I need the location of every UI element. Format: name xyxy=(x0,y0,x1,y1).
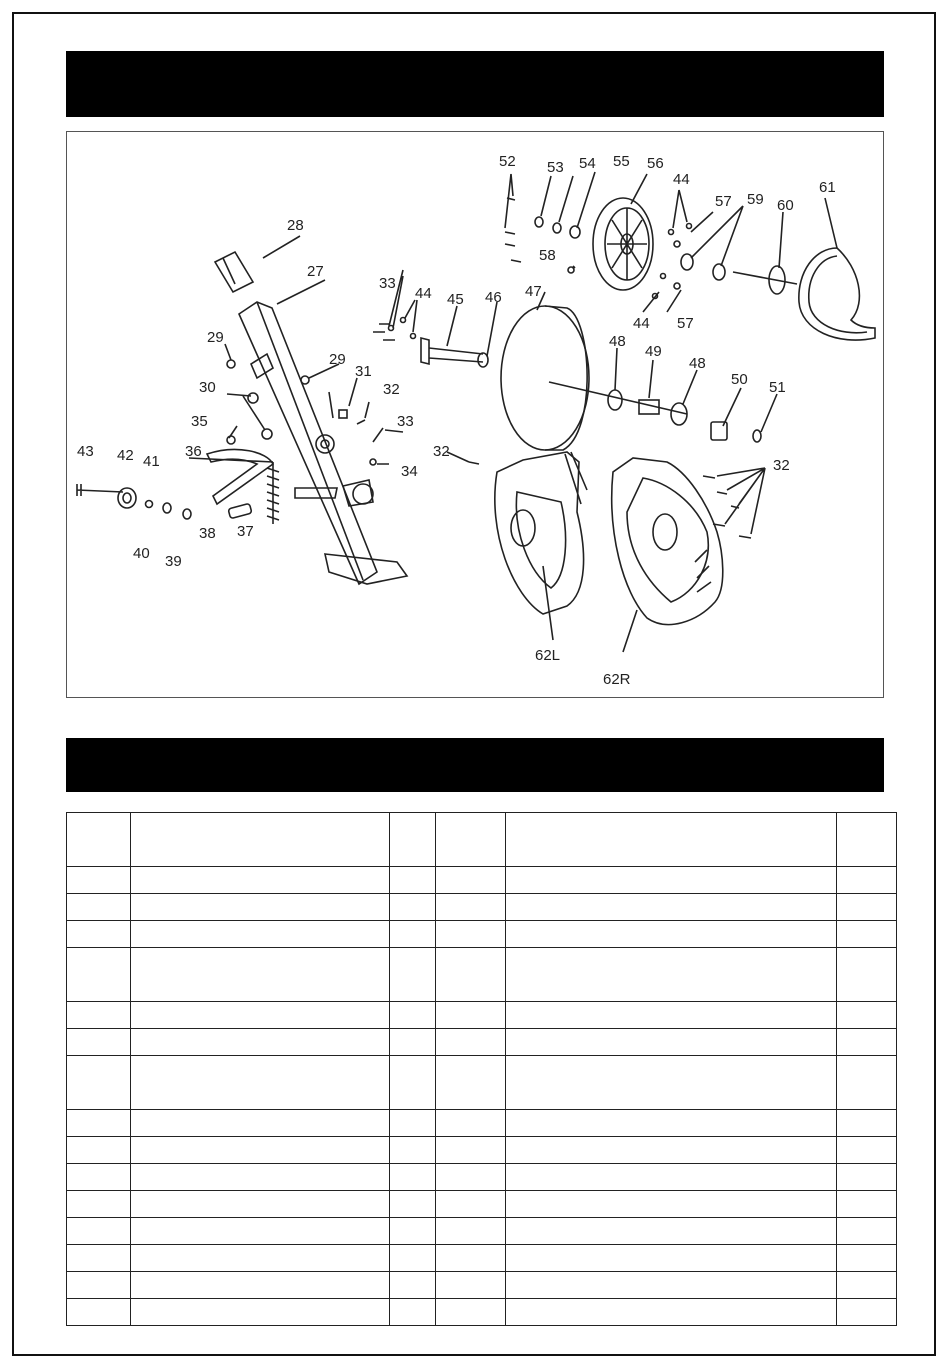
table-cell xyxy=(436,1299,506,1326)
table-cell xyxy=(390,1245,436,1272)
table-cell xyxy=(436,1056,506,1110)
table-cell xyxy=(837,1299,897,1326)
callout-label: 29 xyxy=(207,329,224,346)
callout-label: 62R xyxy=(603,671,631,688)
pivot-boss xyxy=(316,435,334,453)
callout-label: 55 xyxy=(613,153,630,170)
crank-shaft xyxy=(733,272,797,284)
callout-label: 29 xyxy=(329,351,346,368)
axle-45 xyxy=(421,338,483,364)
table-cell xyxy=(506,1137,837,1164)
table-cell xyxy=(506,867,837,894)
table-cell xyxy=(837,813,897,867)
table-cell xyxy=(131,1002,390,1029)
title-bar xyxy=(66,51,884,117)
table-cell xyxy=(837,1002,897,1029)
belt-61 xyxy=(799,248,875,340)
table-cell xyxy=(67,1272,131,1299)
table-cell xyxy=(837,1110,897,1137)
table-cell xyxy=(436,1002,506,1029)
table-cell xyxy=(67,894,131,921)
table-cell xyxy=(131,867,390,894)
callout-label: 45 xyxy=(447,291,464,308)
callout-label: 48 xyxy=(689,355,706,372)
table-cell xyxy=(837,867,897,894)
table-row xyxy=(67,1191,897,1218)
table-row xyxy=(67,867,897,894)
table-cell xyxy=(837,1164,897,1191)
table-cell xyxy=(131,948,390,1002)
table-cell xyxy=(436,1191,506,1218)
table-cell xyxy=(131,1164,390,1191)
table-row xyxy=(67,1164,897,1191)
table-row xyxy=(67,948,897,1002)
callout-label: 39 xyxy=(165,553,182,570)
table-row xyxy=(67,921,897,948)
pulley-42 xyxy=(118,488,136,508)
table-cell xyxy=(837,1137,897,1164)
callout-label: 32 xyxy=(773,457,790,474)
table-row xyxy=(67,1272,897,1299)
table-cell xyxy=(67,1002,131,1029)
callout-label: 49 xyxy=(645,343,662,360)
table-cell xyxy=(837,921,897,948)
callout-label: 57 xyxy=(715,193,732,210)
table-cell xyxy=(67,1029,131,1056)
callout-label: 32 xyxy=(383,381,400,398)
callout-label: 41 xyxy=(143,453,160,470)
table-cell xyxy=(436,867,506,894)
table-cell xyxy=(131,894,390,921)
table-cell xyxy=(837,1218,897,1245)
table-cell xyxy=(390,1218,436,1245)
table-cell xyxy=(506,1218,837,1245)
table-cell xyxy=(131,921,390,948)
table-cell xyxy=(436,1272,506,1299)
table-cell xyxy=(390,1029,436,1056)
bearing-59-left xyxy=(681,254,693,270)
table-cell xyxy=(390,1191,436,1218)
gear-50 xyxy=(711,422,727,440)
bolt-43 xyxy=(77,484,123,496)
table-cell xyxy=(506,1110,837,1137)
table-cell xyxy=(436,1245,506,1272)
table-cell xyxy=(131,813,390,867)
table-cell xyxy=(837,1029,897,1056)
table-cell xyxy=(67,1299,131,1326)
frame-handle-top xyxy=(215,252,253,292)
table-cell xyxy=(436,813,506,867)
callout-label: 44 xyxy=(673,171,690,188)
callout-label: 37 xyxy=(237,523,254,540)
callout-label: 36 xyxy=(185,443,202,460)
table-cell xyxy=(131,1272,390,1299)
table-cell xyxy=(506,1002,837,1029)
section-bar xyxy=(66,738,884,792)
table-cell xyxy=(436,894,506,921)
table-cell xyxy=(67,1056,131,1110)
table-cell xyxy=(67,1110,131,1137)
table-row xyxy=(67,1245,897,1272)
callout-label: 43 xyxy=(77,443,94,460)
callout-label: 51 xyxy=(769,379,786,396)
table-cell xyxy=(390,1056,436,1110)
callout-label: 32 xyxy=(433,443,450,460)
table-cell xyxy=(837,1056,897,1110)
table-cell xyxy=(390,1164,436,1191)
flywheel-disc xyxy=(501,306,589,450)
upright-frame xyxy=(239,302,377,584)
table-row xyxy=(67,894,897,921)
table-cell xyxy=(390,1299,436,1326)
tension-spring xyxy=(267,462,279,524)
table-cell xyxy=(436,921,506,948)
callout-label: 53 xyxy=(547,159,564,176)
tension-strap xyxy=(207,449,273,504)
table-cell xyxy=(67,1191,131,1218)
callout-label: 28 xyxy=(287,217,304,234)
table-cell xyxy=(67,948,131,1002)
table-cell xyxy=(67,1245,131,1272)
callout-label: 60 xyxy=(777,197,794,214)
table-cell xyxy=(506,1299,837,1326)
callout-label: 34 xyxy=(401,463,418,480)
bearing-59-right xyxy=(713,264,725,280)
table-cell xyxy=(131,1191,390,1218)
table-row xyxy=(67,1002,897,1029)
table-row xyxy=(67,1218,897,1245)
table-cell xyxy=(506,948,837,1002)
callout-label: 52 xyxy=(499,153,516,170)
callout-label: 35 xyxy=(191,413,208,430)
table-cell xyxy=(131,1137,390,1164)
table-cell xyxy=(67,1164,131,1191)
callout-label: 31 xyxy=(355,363,372,380)
table-cell xyxy=(390,894,436,921)
exploded-view-drawing xyxy=(67,132,885,699)
callout-label: 48 xyxy=(609,333,626,350)
table-cell xyxy=(436,1110,506,1137)
callout-label: 44 xyxy=(633,315,650,332)
callout-label: 61 xyxy=(819,179,836,196)
callout-label: 54 xyxy=(579,155,596,172)
table-row xyxy=(67,813,897,867)
table-row xyxy=(67,1137,897,1164)
table-row xyxy=(67,1299,897,1326)
table-cell xyxy=(506,921,837,948)
table-cell xyxy=(506,1056,837,1110)
table-row xyxy=(67,1029,897,1056)
table-cell xyxy=(131,1245,390,1272)
callout-labels xyxy=(77,153,836,688)
callout-label: 38 xyxy=(199,525,216,542)
table-cell xyxy=(390,921,436,948)
table-cell xyxy=(390,1137,436,1164)
callout-label: 56 xyxy=(647,155,664,172)
table-cell xyxy=(67,813,131,867)
table-cell xyxy=(131,1056,390,1110)
table-cell xyxy=(67,1218,131,1245)
callout-label: 58 xyxy=(539,247,556,264)
callout-label: 33 xyxy=(397,413,414,430)
table-cell xyxy=(506,1164,837,1191)
table-cell xyxy=(506,894,837,921)
table-cell xyxy=(436,1218,506,1245)
table-cell xyxy=(506,813,837,867)
table-cell xyxy=(390,1272,436,1299)
table-cell xyxy=(436,1164,506,1191)
callout-label: 50 xyxy=(731,371,748,388)
bearing-48-left xyxy=(608,390,622,410)
table-cell xyxy=(67,867,131,894)
callout-label: 30 xyxy=(199,379,216,396)
table-cell xyxy=(506,1272,837,1299)
table-cell xyxy=(436,1029,506,1056)
table-row xyxy=(67,1056,897,1110)
callout-label: 57 xyxy=(677,315,694,332)
callout-label: 62L xyxy=(535,647,561,664)
table-cell xyxy=(506,1029,837,1056)
table-cell xyxy=(131,1218,390,1245)
table-cell xyxy=(131,1110,390,1137)
table-cell xyxy=(837,1245,897,1272)
exploded-view-diagram xyxy=(66,131,884,698)
table-cell xyxy=(67,921,131,948)
callout-label: 46 xyxy=(485,289,502,306)
callout-label: 59 xyxy=(747,191,764,208)
parts-list-table xyxy=(66,812,897,1326)
parts-table-body xyxy=(67,813,897,1326)
table-cell xyxy=(390,867,436,894)
table-cell xyxy=(390,948,436,1002)
table-cell xyxy=(390,1002,436,1029)
table-cell xyxy=(436,948,506,1002)
callout-label: 42 xyxy=(117,447,134,464)
callout-label: 33 xyxy=(379,275,396,292)
table-row xyxy=(67,1110,897,1137)
callout-label: 40 xyxy=(133,545,150,562)
table-cell xyxy=(506,1191,837,1218)
table-cell xyxy=(837,894,897,921)
table-cell xyxy=(390,1110,436,1137)
tension-knob xyxy=(228,503,252,518)
table-cell xyxy=(131,1029,390,1056)
table-cell xyxy=(390,813,436,867)
callout-label: 47 xyxy=(525,283,542,300)
cover-62l xyxy=(495,452,584,614)
table-cell xyxy=(837,948,897,1002)
callout-label: 44 xyxy=(415,285,432,302)
table-cell xyxy=(67,1137,131,1164)
table-cell xyxy=(436,1137,506,1164)
table-cell xyxy=(506,1245,837,1272)
callout-label: 27 xyxy=(307,263,324,280)
table-cell xyxy=(837,1191,897,1218)
table-cell xyxy=(131,1299,390,1326)
table-cell xyxy=(837,1272,897,1299)
